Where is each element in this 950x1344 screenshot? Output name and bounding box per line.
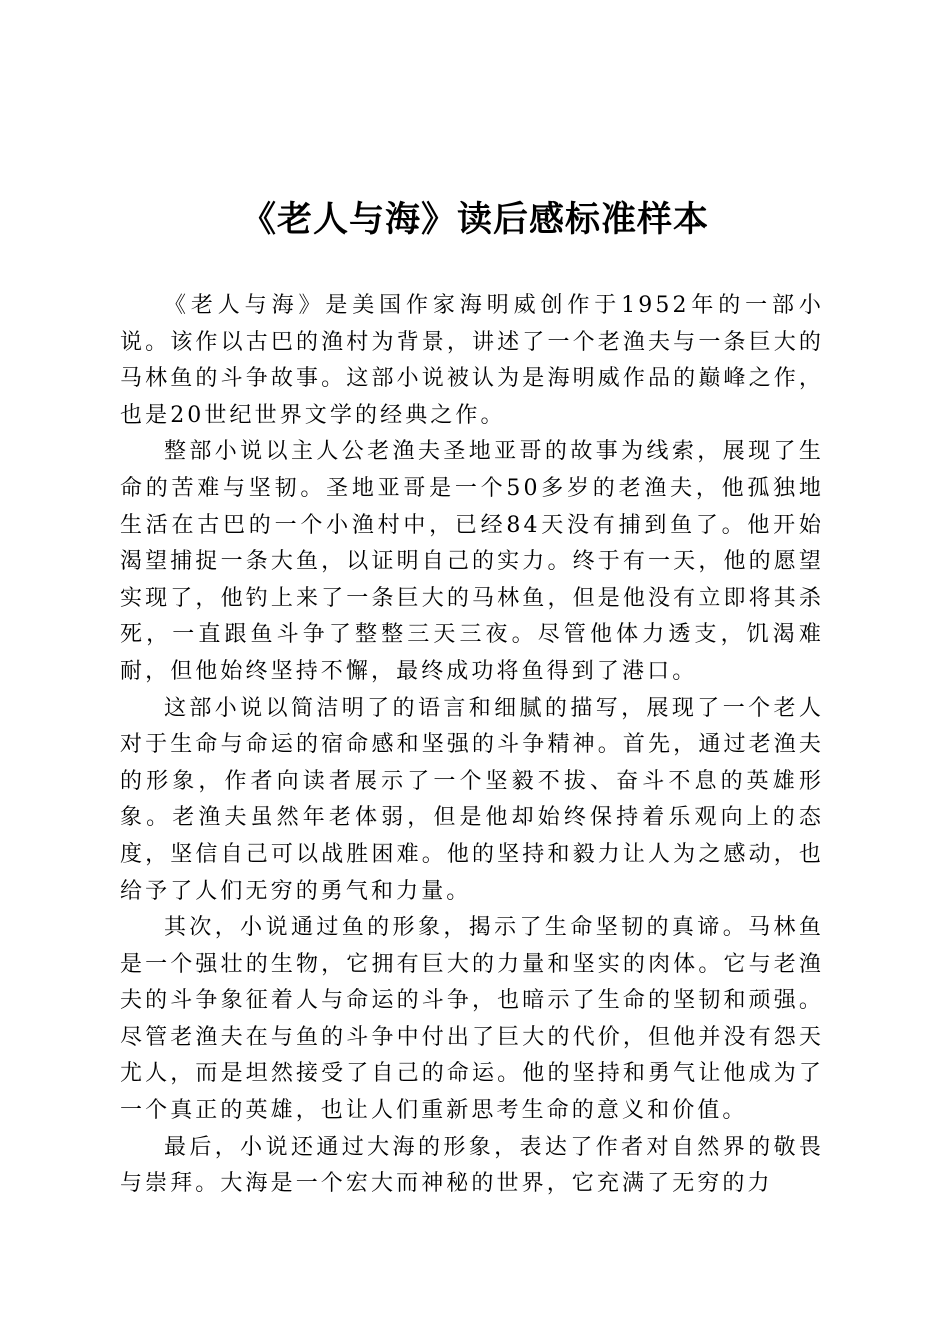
- paragraph-1: 《老人与海》是美国作家海明威创作于1952年的一部小说。该作以古巴的渔村为背景，讲述了一个老渔夫与一条巨大的马林鱼的斗争故事。这部小说被认为是海明威作品的巅峰之作，也是20世纪世界文学的经典之作。: [120, 293, 824, 428]
- document-title: 《老人与海》读后感标准样本: [240, 199, 709, 240]
- paragraph-5: 最后，小说还通过大海的形象，表达了作者对自然界的敬畏与崇拜。大海是一个宏大而神秘的世界，它充满了无穷的力: [120, 1134, 824, 1197]
- paragraph-3: 这部小说以简洁明了的语言和细腻的描写，展现了一个老人对于生命与命运的宿命感和坚强的斗争精神。首先，通过老渔夫的形象，作者向读者展示了一个坚毅不拔、奋斗不息的英雄形象。老渔夫虽然年老体弱，但是他却始终保持着乐观向上的态度，坚信自己可以战胜困难。他的坚持和毅力让人为之感动，也给予了人们无穷的勇气和力量。: [120, 695, 824, 904]
- paragraph-4: 其次，小说通过鱼的形象，揭示了生命坚韧的真谛。马林鱼是一个强壮的生物，它拥有巨大的力量和坚实的肉体。它与老渔夫的斗争象征着人与命运的斗争，也暗示了生命的坚韧和顽强。尽管老渔夫在与鱼的斗争中付出了巨大的代价，但他并没有怨天尤人，而是坦然接受了自己的命运。他的坚持和勇气让他成为了一个真正的英雄，也让人们重新思考生命的意义和价值。: [120, 915, 824, 1124]
- paragraph-2: 整部小说以主人公老渔夫圣地亚哥的故事为线索，展现了生命的苦难与坚韧。圣地亚哥是一个50多岁的老渔夫，他孤独地生活在古巴的一个小渔村中，已经84天没有捕到鱼了。他开始渴望捕捉一条大鱼，以证明自己的实力。终于有一天，他的愿望实现了，他钓上来了一条巨大的马林鱼，但是他没有立即将其杀死，一直跟鱼斗争了整整三天三夜。尽管他体力透支，饥渴难耐，但他始终坚持不懈，最终成功将鱼得到了港口。: [120, 439, 824, 684]
- document-body: [120, 288, 824, 1203]
